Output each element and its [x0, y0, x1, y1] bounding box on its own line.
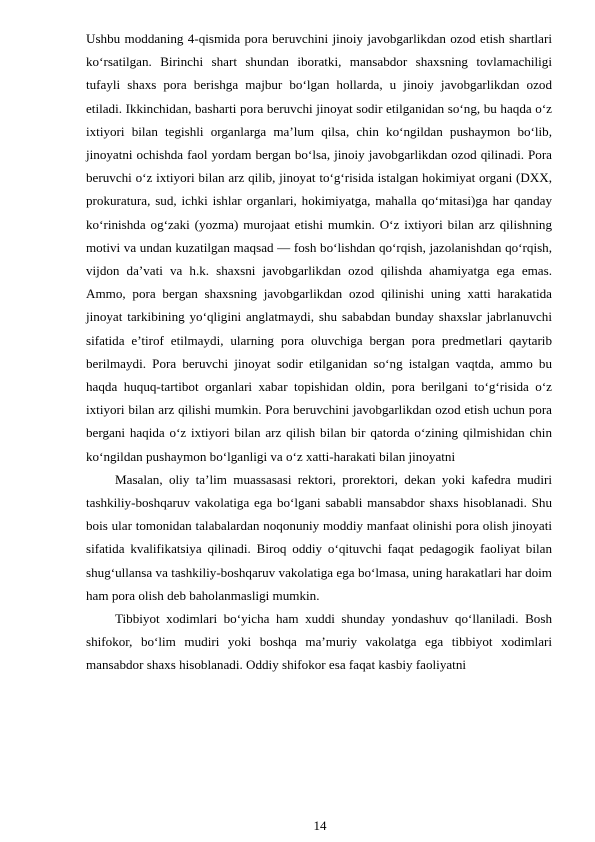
paragraph-3: Tibbiyot xodimlari bo‘yicha ham xuddi shunday yondashuv qo‘llaniladi. Bosh shifokor, bo‘lim mudiri yoki boshqa ma’muriy vakolatga ega tibbiyot xodimlari mansabdor shaxs hisoblanadi. Oddiy shifokor esa faqat kasbiy faoliyatni: [86, 611, 552, 673]
page-number: 14: [313, 818, 327, 833]
paragraph-2: Masalan, oliy ta’lim muassasasi rektori, prorektori, dekan yoki kafedra mudiri tashkiliy-boshqaruv vakolatiga ega bo‘lgani sababli mansabdor shaxs hisoblanadi. Shu bois ular tomonidan talabalardan noqonuniy moddiy manfaat olinishi pora olish jinoyati sifatida kvalifikatsiya qilinadi. Biroq oddiy o‘qituvchi faqat pedagogik faoliyat bilan shug‘ullansa va tashkiliy-boshqaruv vakolatiga ega bo‘lmasa, uning harakatlari har doim ham pora olish deb baholanmasligi mumkin.: [86, 471, 552, 603]
paragraph-1: Ushbu moddaning 4-qismida pora beruvchini jinoiy javobgarlikdan ozod etish shartlari ko‘rsatilgan. Birinchi shart shundan iboratki, mansabdor shaxsning tovlamachiligi tufayli shaxs pora berishga majbur bo‘lgan hollarda, u jinoiy javobgarlikdan ozod etiladi. Ikkinchidan, basharti pora beruvchi jinoyat sodir etilganidan so‘ng, bu haqda o‘z ixtiyori bilan tegishli organlarga ma’lum qilsa, chin ko‘ngildan pushaymon bo‘lib, jinoyatni ochishda faol yordam bergan bo‘lsa, jinoiy javobgarlikdan ozod qilinadi. Pora beruvchi o‘z ixtiyori bilan arz qilib, jinoyat to‘g‘risida istalgan hokimiyat organi (DXX, prokuratura, sud, ichki ishlar organlari, hokimiyatga, mahalla qo‘mitasi)ga har qanday ko‘rinishda og‘zaki (yozma) murojaat etishi mumkin. O‘z ixtiyori bilan arz qilishning motivi va undan kuzatilgan maqsad — fosh bo‘lishdan qo‘rqish, jazolanishdan qo‘rqish, vijdon da’vati va h.k. shaxsni javobgarlikdan ozod qilishda ahamiyatga ega emas. Ammo, pora bergan shaxsning javobgarlikdan ozod qilinishi uning xatti harakatida jinoyat tarkibining yo‘qligini anglatmaydi, shu sababdan bunday shaxslar jabrlanuvchi sifatida e’tirof etilmaydi, ularning pora oluvchiga bergan pora predmetlari qaytarib berilmaydi. Pora beruvchi jinoyat sodir etilganidan so‘ng istalgan vaqtda, ammo bu haqda huquq-tartibot organlari xabar topishidan oldin, pora berilgani to‘g‘risida o‘z ixtiyori bilan arz qilishi mumkin. Pora beruvchini javobgarlikdan ozod etish uchun pora bergani haqida o‘z ixtiyori bilan arz qilish bilan bir qatorda o‘zining qilmishidan chin ko‘ngildan pushaymon bo‘lganligi va o‘z xatti-harakati bilan jinoyatni: [86, 31, 552, 464]
body-text: [86, 27, 552, 677]
